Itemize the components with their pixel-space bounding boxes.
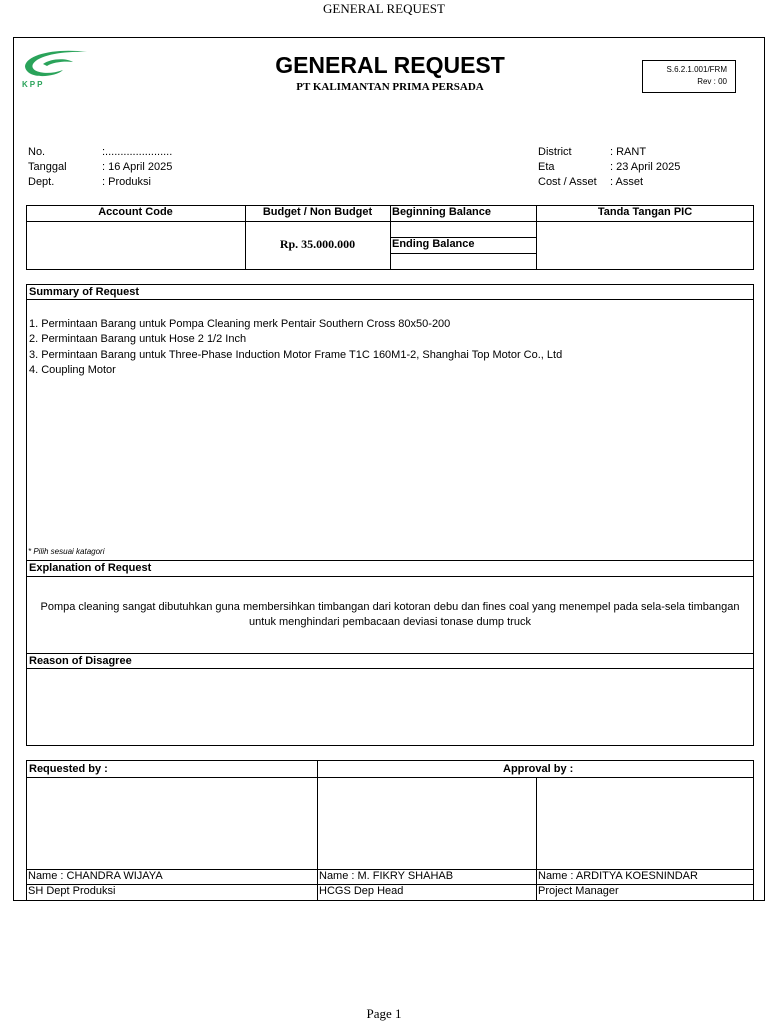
- signer1-name: Name : CHANDRA WIJAYA: [28, 870, 163, 882]
- page-footer: Page 1: [366, 1006, 402, 1021]
- requested-by-label: Requested by :: [29, 763, 108, 775]
- signer2-title: HCGS Dep Head: [319, 885, 404, 897]
- form-revision: Rev : 00: [697, 77, 727, 86]
- tanggal-label: Tanggal: [28, 161, 67, 173]
- ending-balance-label: Ending Balance: [392, 238, 475, 250]
- disagree-section: [26, 653, 754, 746]
- dept-label: Dept.: [28, 176, 55, 188]
- signer2-name: Name : M. FIKRY SHAHAB: [319, 870, 454, 882]
- explanation-line: untuk menghindari pembacaan deviasi tonase dump truck: [249, 616, 531, 628]
- dept-value: : Produksi: [102, 176, 151, 188]
- eta-label: Eta: [538, 161, 555, 173]
- company-name: PT KALIMANTAN PRIMA PERSADA: [296, 81, 484, 93]
- summary-item: 3. Permintaan Barang untuk Three-Phase Induction Motor Frame T1C 160M1-2, Shanghai Top Motor Co., Ltd: [29, 348, 563, 361]
- summary-item: 1. Permintaan Barang untuk Pompa Cleaning merk Pentair Southern Cross 80x50-200: [29, 318, 451, 330]
- district-value: : RANT: [610, 146, 647, 158]
- tanggal-value: : 16 April 2025: [102, 161, 173, 173]
- form-code-box: [642, 60, 736, 93]
- page-header: GENERAL REQUEST: [323, 1, 445, 16]
- no-label: No.: [28, 146, 46, 158]
- pic-signature-header: Tanda Tangan PIC: [597, 206, 693, 218]
- summary-list: [29, 317, 562, 378]
- explanation-text: [26, 600, 754, 630]
- logo-text: KPP: [22, 80, 45, 89]
- cost-asset-value: : Asset: [610, 176, 644, 188]
- form-title: GENERAL REQUEST: [275, 52, 505, 78]
- beginning-balance-header: Beginning Balance: [392, 206, 492, 218]
- budget-header: Budget / Non Budget: [262, 206, 373, 218]
- district-label: District: [538, 146, 572, 158]
- eta-value: : 23 April 2025: [610, 161, 681, 173]
- disagree-heading: Reason of Disagree: [29, 655, 132, 667]
- summary-item: 2. Permintaan Barang untuk Hose 2 1/2 Inch: [29, 333, 247, 346]
- signer3-name: Name : ARDITYA KOESNINDAR: [538, 870, 698, 882]
- summary-heading: Summary of Request: [29, 286, 140, 298]
- form-code: S.6.2.1.001/FRM: [666, 65, 727, 74]
- signer1-title: SH Dept Produksi: [28, 885, 116, 897]
- category-note: * Pilih sesuai katagori: [28, 547, 105, 556]
- budget-amount: Rp. 35.000.000: [279, 237, 356, 251]
- explanation-heading: Explanation of Request: [29, 562, 152, 574]
- cost-asset-label: Cost / Asset: [538, 176, 597, 188]
- signer3-title: Project Manager: [538, 885, 619, 897]
- no-value: :......................: [102, 146, 173, 158]
- approval-by-label: Approval by :: [503, 763, 574, 775]
- explanation-line: Pompa cleaning sangat dibutuhkan guna membersihkan timbangan dari kotoran debu dan fines coal yang menempel pada sela-sela timbangan: [40, 601, 740, 613]
- account-code-header: Account Code: [98, 206, 173, 218]
- summary-item: 4. Coupling Motor: [29, 363, 116, 376]
